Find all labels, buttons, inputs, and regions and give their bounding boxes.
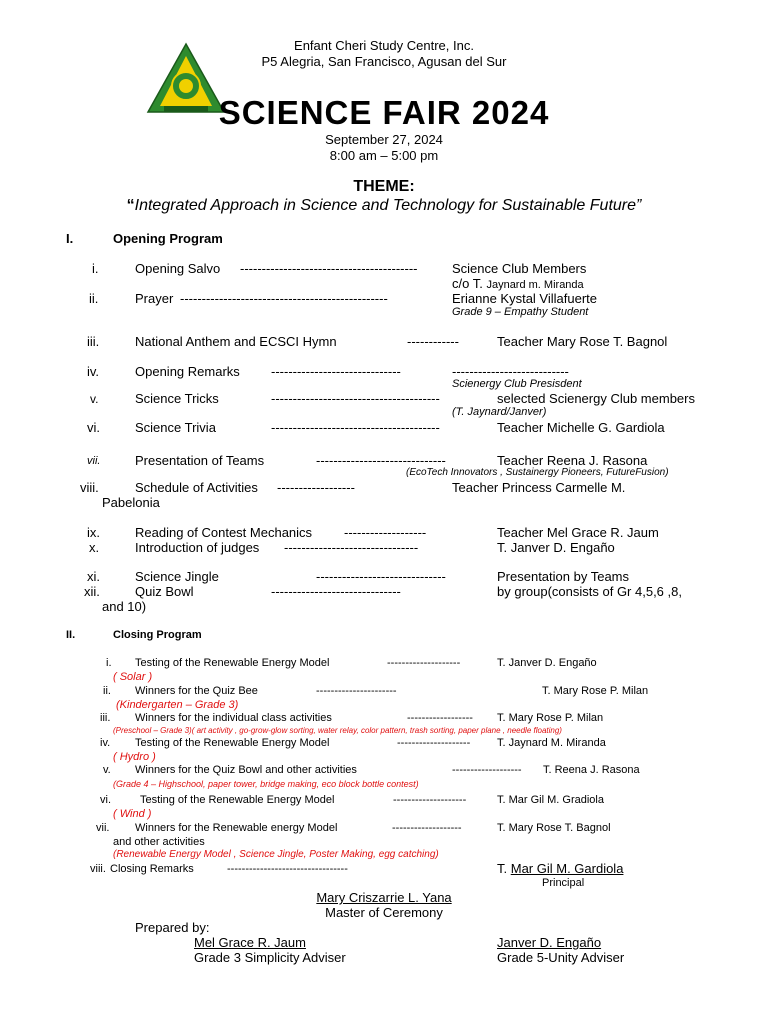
opening-person-9: Teacher Mel Grace R. Jaum <box>497 525 659 540</box>
opening-note-5: (T. Jaynard/Janver) <box>452 406 547 418</box>
closing-person-5: T. Reena J. Rasona <box>543 764 640 776</box>
closing-person-2: T. Mary Rose P. Milan <box>542 685 649 697</box>
opening-dash-1: ----------------------------------------- <box>240 261 418 276</box>
opening-person-3: Teacher Mary Rose T. Bagnol <box>497 334 668 349</box>
opening-note-7: (EcoTech Innovators , Sustainergy Pioneers, FutureFusion) <box>406 467 669 478</box>
opening-person-10: T. Janver D. Engaño <box>497 540 615 555</box>
closing-note-3: (Preschool – Grade 3)( art activity , go-grow-glow sorting, water relay, color pattern, trash sorting, paper plane , needle floating) <box>113 726 562 735</box>
event-time: 8:00 am – 5:00 pm <box>329 148 439 163</box>
closing-person-3: T. Mary Rose P. Milan <box>497 712 604 724</box>
emcee-name-wrap <box>284 890 484 905</box>
closing-label-1: Testing of the Renewable Energy Model <box>135 657 330 669</box>
closing-dash-6: -------------------- <box>393 794 467 806</box>
closing-dash-3: ------------------ <box>407 712 473 724</box>
closing-person-pre-8: T. <box>497 861 511 876</box>
opening-dash-9: ------------------- <box>344 525 427 540</box>
opening-dash-5: --------------------------------------- <box>271 391 440 406</box>
opening-person-6: Teacher Michelle G. Gardiola <box>497 420 665 435</box>
opening-person-4: --------------------------- <box>452 364 569 379</box>
closing-person-7: T. Mary Rose T. Bagnol <box>497 822 611 834</box>
closing-note-2: (Kindergarten – Grade 3) <box>116 699 239 711</box>
opening-dash-10: ------------------------------- <box>284 540 419 555</box>
opening-label-12: Quiz Bowl <box>135 584 194 599</box>
signer-2-role: Grade 5-Unity Adviser <box>497 950 625 965</box>
page-title: SCIENCE FAIR 2024 <box>218 94 550 131</box>
header-address-wrap <box>0 54 768 69</box>
opening-label-9: Reading of Contest Mechanics <box>135 525 313 540</box>
theme-wrap <box>0 197 768 215</box>
closing-num-4: iv. <box>100 737 111 749</box>
opening-num-1: i. <box>92 261 99 276</box>
opening-dash-4: ------------------------------ <box>271 364 401 379</box>
title-wrap <box>0 94 768 132</box>
section-closing-title: Closing Program <box>113 629 202 641</box>
opening-dash-11: ------------------------------ <box>316 569 446 584</box>
closing-person-name-8: Mar Gil M. Gardiola <box>510 861 624 876</box>
opening-note-2: Grade 9 – Empathy Student <box>452 306 589 318</box>
closing-dash-7: ------------------- <box>392 822 462 834</box>
opening-label-3: National Anthem and ECSCI Hymn <box>135 334 337 349</box>
section-opening-title: Opening Program <box>113 231 223 246</box>
opening-label-8: Schedule of Activities <box>135 480 258 495</box>
emcee-role: Master of Ceremony <box>325 905 443 920</box>
opening-num-3: iii. <box>87 334 100 349</box>
opening-dash-2: ------------------------------------------------ <box>180 291 388 306</box>
header-org-wrap <box>0 38 768 53</box>
opening-label-2: Prayer <box>135 291 174 306</box>
opening-num-6: vi. <box>87 420 100 435</box>
opening-person-7: Teacher Reena J. Rasona <box>497 453 648 468</box>
opening-dash-7: ------------------------------ <box>316 453 446 468</box>
theme-text <box>0 197 768 215</box>
opening-person-cont-8: Pabelonia <box>102 495 160 510</box>
closing-num-1: i. <box>106 657 112 669</box>
closing-dash-1: -------------------- <box>387 657 461 669</box>
opening-person-2: Erianne Kystal Villafuerte <box>452 291 598 306</box>
opening-num-8: viii. <box>80 480 99 495</box>
closing-person-8 <box>497 861 623 876</box>
org-address: P5 Alegria, San Francisco, Agusan del Sur <box>261 54 507 69</box>
opening-dash-6: --------------------------------------- <box>271 420 440 435</box>
closing-label-5: Winners for the Quiz Bowl and other activities <box>135 764 357 776</box>
opening-person-5: selected Scienergy Club members <box>497 391 695 406</box>
section-closing-num: II. <box>66 629 76 641</box>
opening-num-9: ix. <box>87 525 100 540</box>
closing-label-6: Testing of the Renewable Energy Model <box>140 794 335 806</box>
closing-note-4: ( Hydro ) <box>113 751 156 763</box>
opening-num-7: vii. <box>87 455 101 467</box>
theme-close-quote: ” <box>636 197 642 214</box>
opening-person-cont-12: and 10) <box>102 599 147 614</box>
opening-person-1: Science Club Members <box>452 261 587 276</box>
theme-open-quote: “ <box>126 197 135 214</box>
closing-person-6: T. Mar Gil M. Gradiola <box>497 794 604 806</box>
opening-note-4: Scienergy Club Presisdent <box>452 378 582 390</box>
opening-num-5: v. <box>90 392 99 406</box>
closing-label-2: Winners for the Quiz Bee <box>135 685 258 697</box>
closing-dash-4: -------------------- <box>397 737 471 749</box>
signer-2-name: Janver D. Engaño <box>497 935 602 950</box>
closing-label-cont-7: and other activities <box>113 836 205 848</box>
opening-num-10: x. <box>89 540 100 555</box>
closing-person-1: T. Janver D. Engaño <box>497 657 597 669</box>
opening-label-4: Opening Remarks <box>135 364 240 379</box>
theme-body: Integrated Approach in Science and Technology for Sustainable Future <box>134 197 637 214</box>
closing-num-7: vii. <box>96 822 110 834</box>
signer-1-role: Grade 3 Simplicity Adviser <box>194 950 346 965</box>
closing-num-8: viii. <box>90 863 106 875</box>
signer-1-name: Mel Grace R. Jaum <box>194 935 306 950</box>
closing-note-5: (Grade 4 – Highschool, paper tower, bridge making, eco block bottle contest) <box>113 779 419 789</box>
closing-dash-8: --------------------------------- <box>227 863 348 875</box>
opening-num-11: xi. <box>87 569 100 584</box>
prepared-by-label: Prepared by: <box>135 920 210 935</box>
opening-person-8: Teacher Princess Carmelle M. <box>452 480 626 495</box>
closing-num-5: v. <box>103 764 111 776</box>
opening-num-12: xii. <box>84 584 100 599</box>
opening-person2-pre-1: c/o T. <box>452 276 487 291</box>
closing-num-6: vi. <box>100 794 111 806</box>
opening-label-1: Opening Salvo <box>135 261 221 276</box>
closing-label-7: Winners for the Renewable energy Model <box>135 822 338 834</box>
theme-label-wrap <box>0 178 768 196</box>
opening-dash-8: ------------------ <box>277 480 355 495</box>
opening-label-11: Science Jingle <box>135 569 219 584</box>
closing-person-4: T. Jaynard M. Miranda <box>497 737 606 749</box>
org-name: Enfant Cheri Study Centre, Inc. <box>294 38 474 53</box>
opening-num-2: ii. <box>89 291 99 306</box>
opening-person-11: Presentation by Teams <box>497 569 629 584</box>
opening-label-5: Science Tricks <box>135 391 219 406</box>
closing-dash-5: ------------------- <box>452 764 522 776</box>
opening-label-7: Presentation of Teams <box>135 453 265 468</box>
opening-dash-3: ------------ <box>407 334 459 349</box>
opening-person2-1 <box>452 276 584 291</box>
closing-dash-2: ---------------------- <box>316 685 397 697</box>
opening-person2-small-1: Jaynard m. Miranda <box>486 279 584 291</box>
closing-num-2: ii. <box>103 685 111 697</box>
section-opening-num: I. <box>66 231 74 246</box>
closing-note-6: ( Wind ) <box>113 808 152 820</box>
closing-label-4: Testing of the Renewable Energy Model <box>135 737 330 749</box>
opening-dash-12: ------------------------------ <box>271 584 401 599</box>
theme-label: THEME: <box>353 178 415 195</box>
opening-num-4: iv. <box>87 364 100 379</box>
opening-label-10: Introduction of judges <box>135 540 260 555</box>
opening-label-6: Science Trivia <box>135 420 216 435</box>
time-wrap <box>0 148 768 163</box>
closing-label-8: Closing Remarks <box>110 863 194 875</box>
emcee-name: Mary Criszarrie L. Yana <box>316 890 452 905</box>
event-date: September 27, 2024 <box>325 132 443 147</box>
date-wrap <box>0 132 768 147</box>
closing-note-1: ( Solar ) <box>113 671 153 683</box>
opening-person-12: by group(consists of Gr 4,5,6 ,8, <box>497 584 682 599</box>
closing-role-8: Principal <box>542 877 585 889</box>
closing-label-3: Winners for the individual class activities <box>135 712 332 724</box>
closing-num-3: iii. <box>100 712 111 724</box>
closing-note-7: (Renewable Energy Model , Science Jingle, Poster Making, egg catching) <box>113 849 439 860</box>
